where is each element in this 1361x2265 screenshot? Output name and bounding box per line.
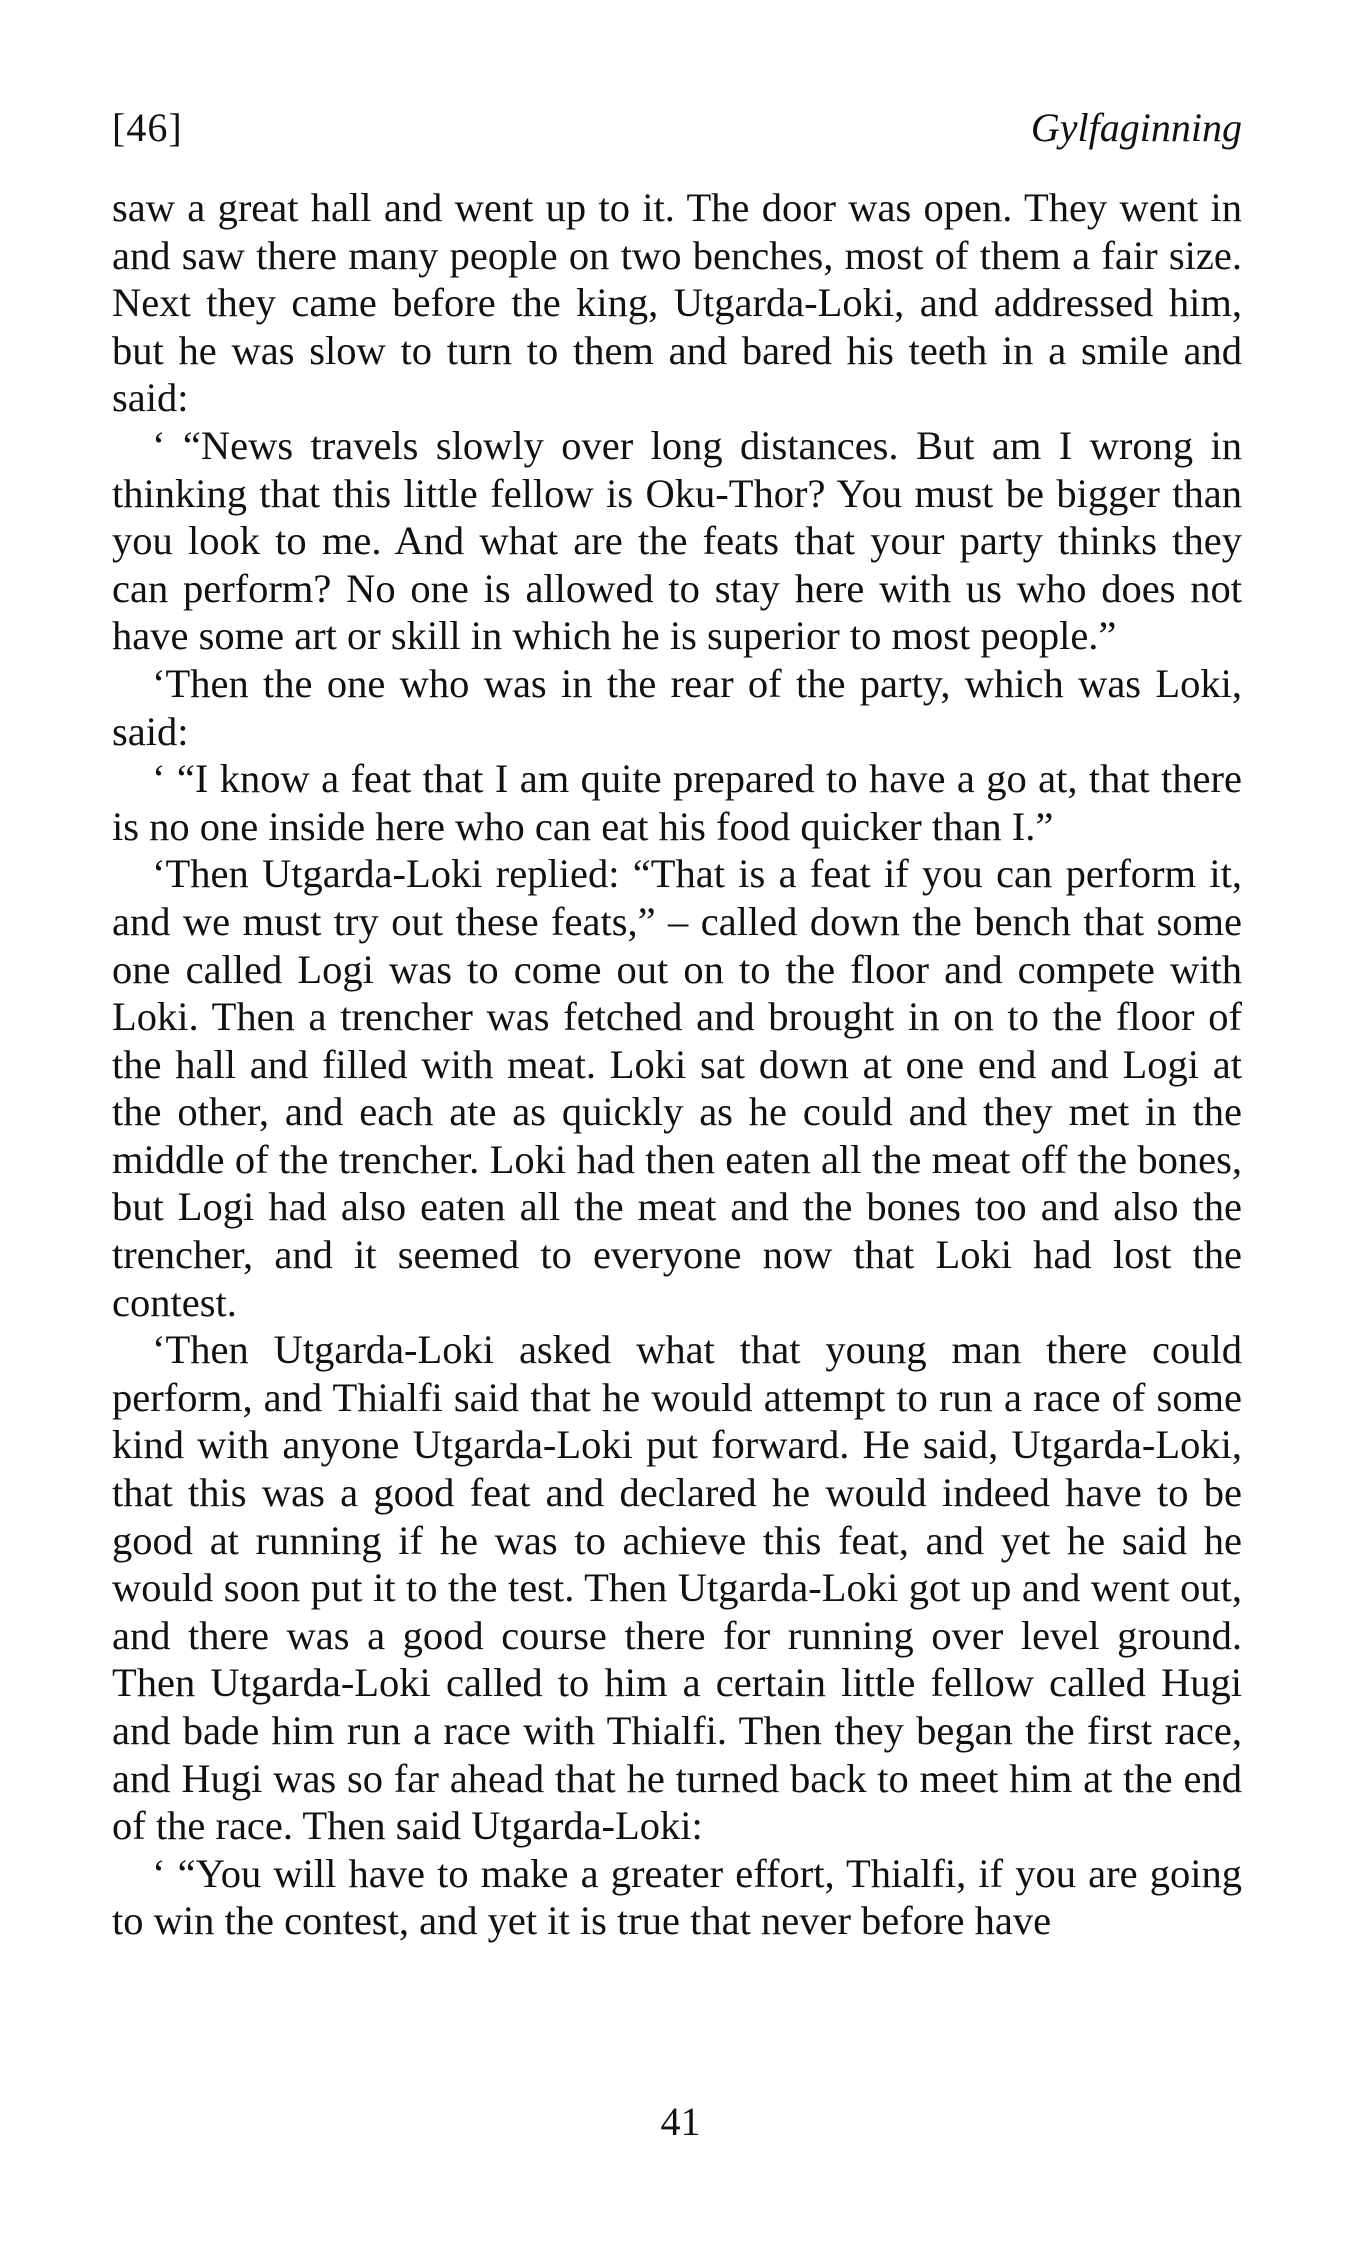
paragraph: ‘Then Utgarda-Loki replied: “That is a feat if you can perform it, and we must try out these feats,” – called down the bench that some one called Logi was to come out on to the floor and compete with Loki. Then a trencher was fetched and brought in on to the floor of the hall and filled with meat. Loki sat down at one end and Logi at the other, and each ate as quickly as he could and they met in the middle of the trencher. Loki had then eaten all the meat off the bones, but Logi had also eaten all the meat and the bones too and also the trencher, and it seemed to everyone now that Loki had lost the contest. [112,851,1242,1325]
paragraph: ‘Then Utgarda-Loki asked what that young man there could perform, and Thialfi said that he would attempt to run a race of some kind with anyone Utgarda-Loki put forward. He said, Utgarda-Loki, that this was a good feat and declared he would indeed have to be good at running if he was to achieve this feat, and yet he said he would soon put it to the test. Then Utgarda-Loki got up and went out, and there was a good course there for running over level ground. Then Utgarda-Loki called to him a certain little fellow called Hugi and bade him run a race with Thialfi. Then they began the first race, and Hugi was so far ahead that he turned back to meet him at the end of the race. Then said Utgarda-Loki: [112,1327,1242,1849]
running-title: Gylfaginning [1030,105,1242,150]
paragraph: ‘ “You will have to make a greater effort, Thialfi, if you are going to win the contest, and yet it is true that never before have [112,1850,1242,1944]
paragraph: saw a great hall and went up to it. The door was open. They went in and saw there many people on two benches, most of them a fair size. Next they came before the king, Utgarda-Loki, and addressed him, but he was slow to turn to them and bared his teeth in a smile and said: [112,185,1242,421]
paragraph: ‘ “I know a feat that I am quite prepared to have a go at, that there is no one inside here who can eat his food quicker than I.” [112,756,1242,849]
folio-number: [46] [112,105,183,150]
body-text [112,184,1242,1945]
running-head [112,104,1242,164]
page-number: 41 [660,2099,701,2144]
paragraph: ‘Then the one who was in the rear of the party, which was Loki, said: [112,660,1242,754]
paragraph: ‘ “News travels slowly over long distances. But am I wrong in thinking that this little fellow is Oku-Thor? You must be bigger than you look to me. And what are the feats that your party thinks they can perform? No one is allowed to stay here with us who does not have some art or skill in which he is superior to most people.” [112,422,1242,659]
